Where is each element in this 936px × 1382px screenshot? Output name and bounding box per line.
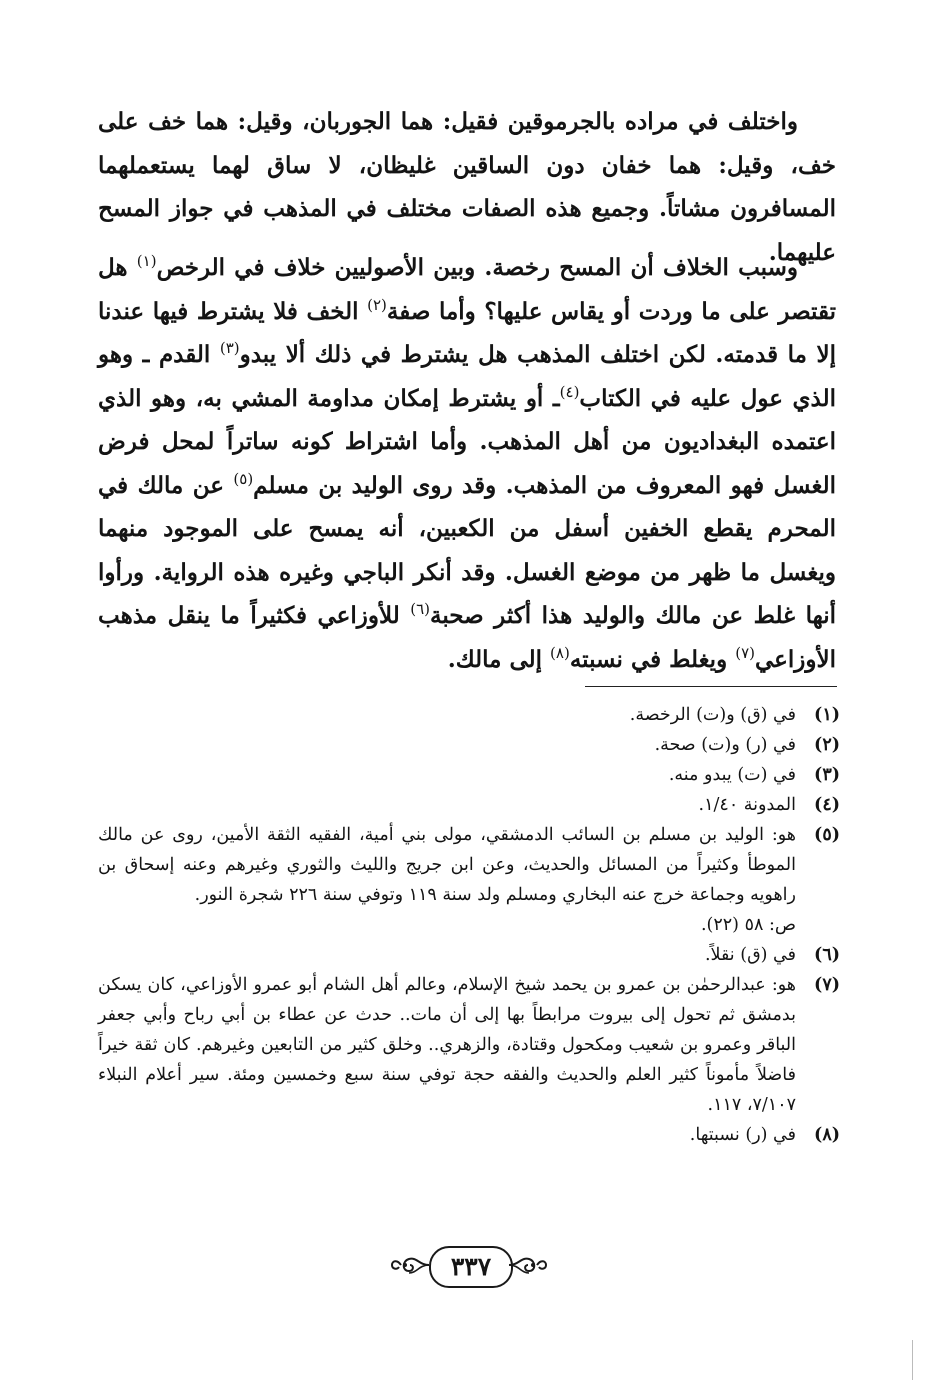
footnote-5-page-ref: ص: ٥٨ (٢٢). [700,915,796,935]
footnote-2 [98,730,840,760]
footnote-7 [98,970,840,1120]
ornament-left-icon [389,1251,431,1283]
footnote-number: (٥) [814,825,840,845]
footnote-text: في (ق) نقلاً. [704,945,796,965]
paragraph-2-text-3: الخف فلا يشترط فيها عندنا إلا ما قدمته. لكن اختلف المذهب هل يشترط في ذلك ألا يبدو [98,297,836,368]
footnote-number: (٤) [814,795,840,815]
footnote-number: (١) [814,705,840,725]
paragraph-2 [98,246,836,681]
footnote-number: (٨) [814,1125,840,1145]
paragraph-2-text-5: ـ أو يشترط إمكان مداومة المشي به، وهو الذي اعتمده البغداديون من أهل المذهب. وأما اشتراط كونه ساتراً لمحل فرض الغسل فهو المعروف من المذهب. وقد روى الوليد بن مسلم [98,384,836,499]
footnote-3 [98,760,840,790]
footnote-text: في (ق) و(ت) الرخصة. [629,705,796,725]
paragraph-2-text-1: وسبب الخلاف أن المسح رخصة. وبين الأصوليين خلاف في الرخص [156,254,798,281]
footnote-text: المدونة ١/٤٠. [698,795,796,815]
footnote-text: هو: عبدالرحمٰن بن عمرو بن يحمد شيخ الإسلام، وعالم أهل الشام أبو عمرو الأوزاعي، كان يسكن بدمشق ثم تحول إلى بيروت مرابطاً بها إلى أن مات.. حدث عن عطاء بن أبي رباح وأبي جعفر الباقر وعمرو بن شعيب ومكحول وقتادة، والزهري.. وخلق كثير من التابعين وغيرهم. كان ثقة خيراً فاضلاً مأموناً كثير العلم والحديث والفقه حجة توفي سنة سبع وخمسين ومئة. سير أعلام النبلاء ٧/١٠٧، ١١٧. [98,975,796,1115]
footnote-1 [98,700,840,730]
footnote-ref-7: (٧) [735,643,755,662]
footnote-ref-1: (١) [136,252,157,270]
footnote-number: (٢) [814,735,840,755]
footnote-text: في (ت) يبدو منه. [668,765,796,785]
footnote-number: (٦) [814,945,840,965]
footnotes [98,700,840,1150]
paragraph-2-text-7: للأوزاعي فكثيراً ما ينقل مذهب الأوزاعي [98,602,836,673]
scan-edge-mark [912,1340,913,1380]
footnote-ref-5: (٥) [233,469,254,488]
footnote-ref-4: (٤) [559,382,580,401]
footnote-number: (٧) [814,975,840,995]
page-number-ornament [389,1243,549,1289]
paragraph-2-text-8: ويغلط في نسبته [569,645,736,673]
paragraph-2-text-9: إلى مالك. [447,645,551,673]
paragraph-2-text-2: هل تقتصر على ما وردت أو يقاس عليها؟ وأما صفة [98,254,836,325]
paragraph-2-text-4: القدم ـ وهو الذي عول عليه في الكتاب [98,341,836,412]
paragraph-1-text: واختلف في مراده بالجرموقين فقيل: هما الجوربان، وقيل: هما خف على خف، وقيل: هما خفان دون الساقين غليظان، لا ساق لهما يستعملهما المسافرون مشاتاً. وجميع هذه الصفات مختلف في المذهب في جواز المسح عليهما. [98,108,836,266]
footnote-ref-2: (٢) [367,295,387,314]
page-number: ٣٣٧ [429,1246,513,1288]
footnote-4 [98,790,840,820]
footnote-number: (٣) [814,765,840,785]
footnote-text: في (ر) و(ت) صحة. [654,735,796,755]
footnote-5 [98,820,840,940]
ornament-right-icon [507,1251,549,1283]
footnote-text [98,820,796,940]
footnote-8 [98,1120,840,1150]
footnote-ref-6: (٦) [410,600,431,618]
footnote-ref-8: (٨) [550,643,570,662]
footnote-ref-3: (٣) [219,339,240,357]
footnote-6 [98,940,840,970]
footnote-5-body: هو: الوليد بن مسلم بن السائب الدمشقي، مولى بني أمية، الفقيه الثقة الأمين، روى عن مالك الموطأ وكثيراً من المسائل والحديث، وعن ابن جريج والليث والثوري وغيرهم وعنه إسحاق بن راهويه وجماعة خرج عنه البخاري ومسلم ولد سنة ١١٩ وتوفي سنة ٢٢٦ شجرة النور. [98,825,796,905]
footnote-text: في (ر) نسبتها. [689,1125,796,1145]
paragraph-2-text-6: عن مالك في المحرم يقطع الخفين أسفل من الكعبين، أنه يمسح على الموجود منهما ويغسل ما ظهر من موضع الغسل. وقد أنكر الباجي وغيره هذه الرواية. ورأوا أنها غلط عن مالك والوليد هذا أكثر صحبة [98,471,836,629]
footnote-separator [585,686,837,687]
